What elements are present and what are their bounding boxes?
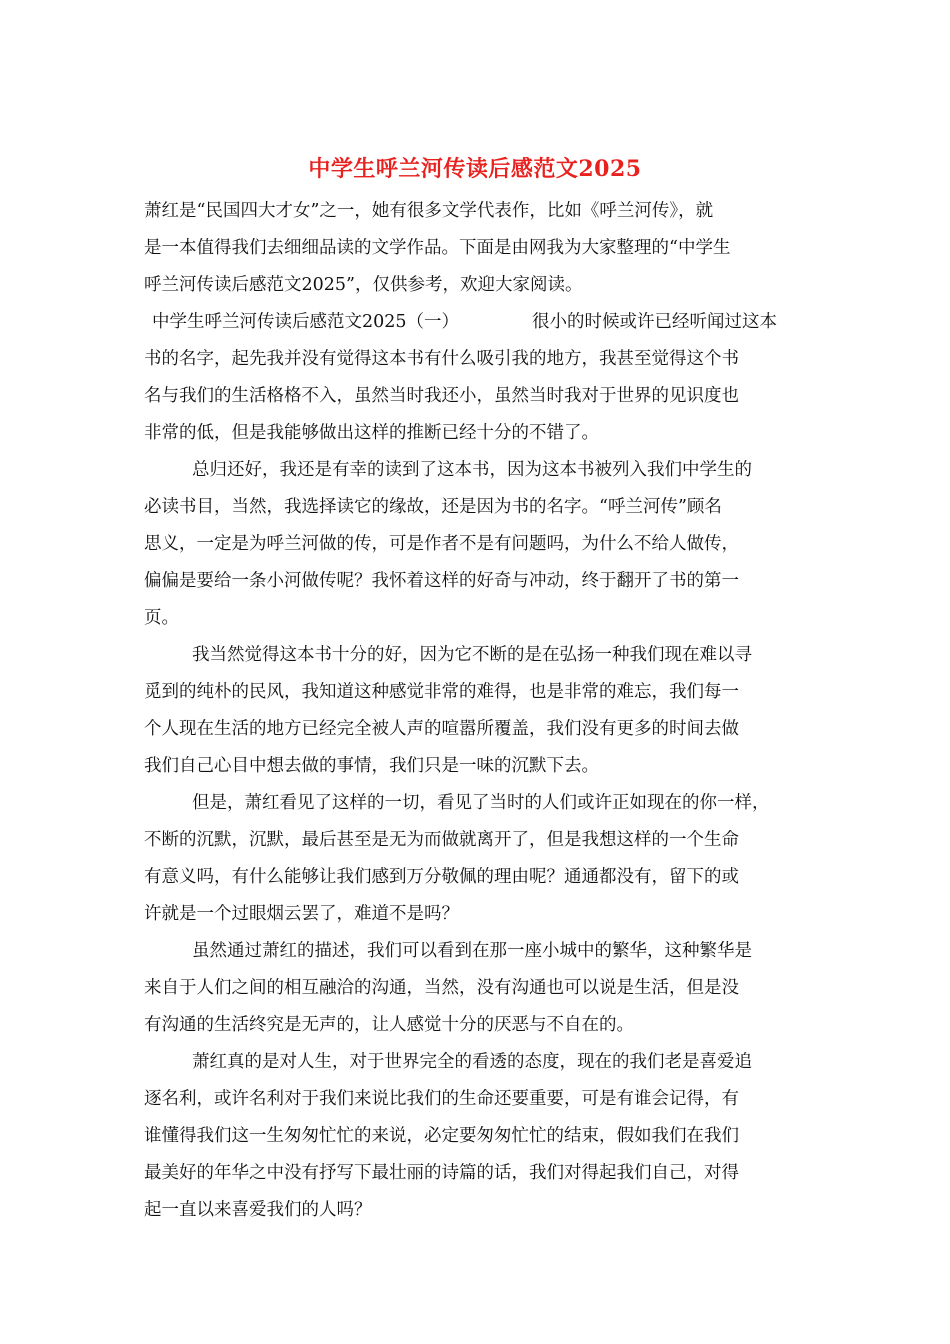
- paragraph-line: 有沟通的生活终究是无声的，让人感觉十分的厌恶与不自在的。: [144, 1015, 634, 1035]
- paragraph-line: 来自于人们之间的相互融洽的沟通，当然，没有沟通也可以说是生活，但是没: [144, 978, 739, 998]
- paragraph-line: 起一直以来喜爱我们的人吗？: [144, 1200, 372, 1220]
- paragraph-line: 萧红真的是对人生，对于世界完全的看透的态度，现在的我们老是喜爱追: [192, 1052, 752, 1072]
- paragraph-line: 逐名利，或许名利对于我们来说比我们的生命还要重要，可是有谁会记得，有: [144, 1089, 739, 1109]
- paragraph-line: 觅到的纯朴的民风，我知道这种感觉非常的难得，也是非常的难忘，我们每一: [144, 682, 739, 702]
- paragraph-line: 页。: [144, 608, 179, 628]
- paragraph-line: 我们自己心目中想去做的事情，我们只是一味的沉默下去。: [144, 756, 599, 776]
- paragraph-line: 思义，一定是为呼兰河做的传，可是作者不是有问题吗，为什么不给人做传，: [144, 534, 739, 554]
- paragraph-line: 有意义吗，有什么能够让我们感到万分敬佩的理由呢？通通都没有，留下的或: [144, 867, 739, 887]
- paragraph-line: 总归还好，我还是有幸的读到了这本书，因为这本书被列入我们中学生的: [192, 460, 752, 480]
- paragraph-line: 书的名字，起先我并没有觉得这本书有什么吸引我的地方，我甚至觉得这个书: [144, 349, 739, 369]
- document-title: 中学生呼兰河传读后感范文2025: [308, 156, 642, 182]
- intro-line: 呼兰河传读后感范文2025”，仅供参考，欢迎大家阅读。: [144, 275, 583, 295]
- paragraph-line: 很小的时候或许已经听闻过这本: [532, 312, 777, 332]
- intro-line: 萧红是“民国四大才女”之一，她有很多文学代表作，比如《呼兰河传》，就: [144, 201, 714, 221]
- paragraph-line: 许就是一个过眼烟云罢了，难道不是吗？: [144, 904, 459, 924]
- section-heading: 中学生呼兰河传读后感范文2025（一）: [152, 312, 460, 332]
- paragraph-line: 不断的沉默，沉默，最后甚至是无为而做就离开了，但是我想这样的一个生命: [144, 830, 739, 850]
- paragraph-line: 名与我们的生活格格不入，虽然当时我还小，虽然当时我对于世界的见识度也: [144, 386, 739, 406]
- paragraph-line: 谁懂得我们这一生匆匆忙忙的来说，必定要匆匆忙忙的结束，假如我们在我们: [144, 1126, 739, 1146]
- paragraph-line: 个人现在生活的地方已经完全被人声的喧嚣所覆盖，我们没有更多的时间去做: [144, 719, 739, 739]
- paragraph-line: 最美好的年华之中没有抒写下最壮丽的诗篇的话，我们对得起我们自己，对得: [144, 1163, 739, 1183]
- paragraph-line: 我当然觉得这本书十分的好，因为它不断的是在弘扬一种我们现在难以寻: [192, 645, 752, 665]
- paragraph-line: 必读书目，当然，我选择读它的缘故，还是因为书的名字。“呼兰河传”顾名: [144, 497, 722, 517]
- intro-line: 是一本值得我们去细细品读的文学作品。下面是由网我为大家整理的“中学生: [144, 238, 731, 258]
- paragraph-line: 非常的低，但是我能够做出这样的推断已经十分的不错了。: [144, 423, 599, 443]
- paragraph-line: 虽然通过萧红的描述，我们可以看到在那一座小城中的繁华，这种繁华是: [192, 941, 752, 961]
- paragraph-line: 但是，萧红看见了这样的一切，看见了当时的人们或许正如现在的你一样，: [192, 793, 770, 813]
- paragraph-line: 偏偏是要给一条小河做传呢？我怀着这样的好奇与冲动，终于翻开了书的第一: [144, 571, 739, 591]
